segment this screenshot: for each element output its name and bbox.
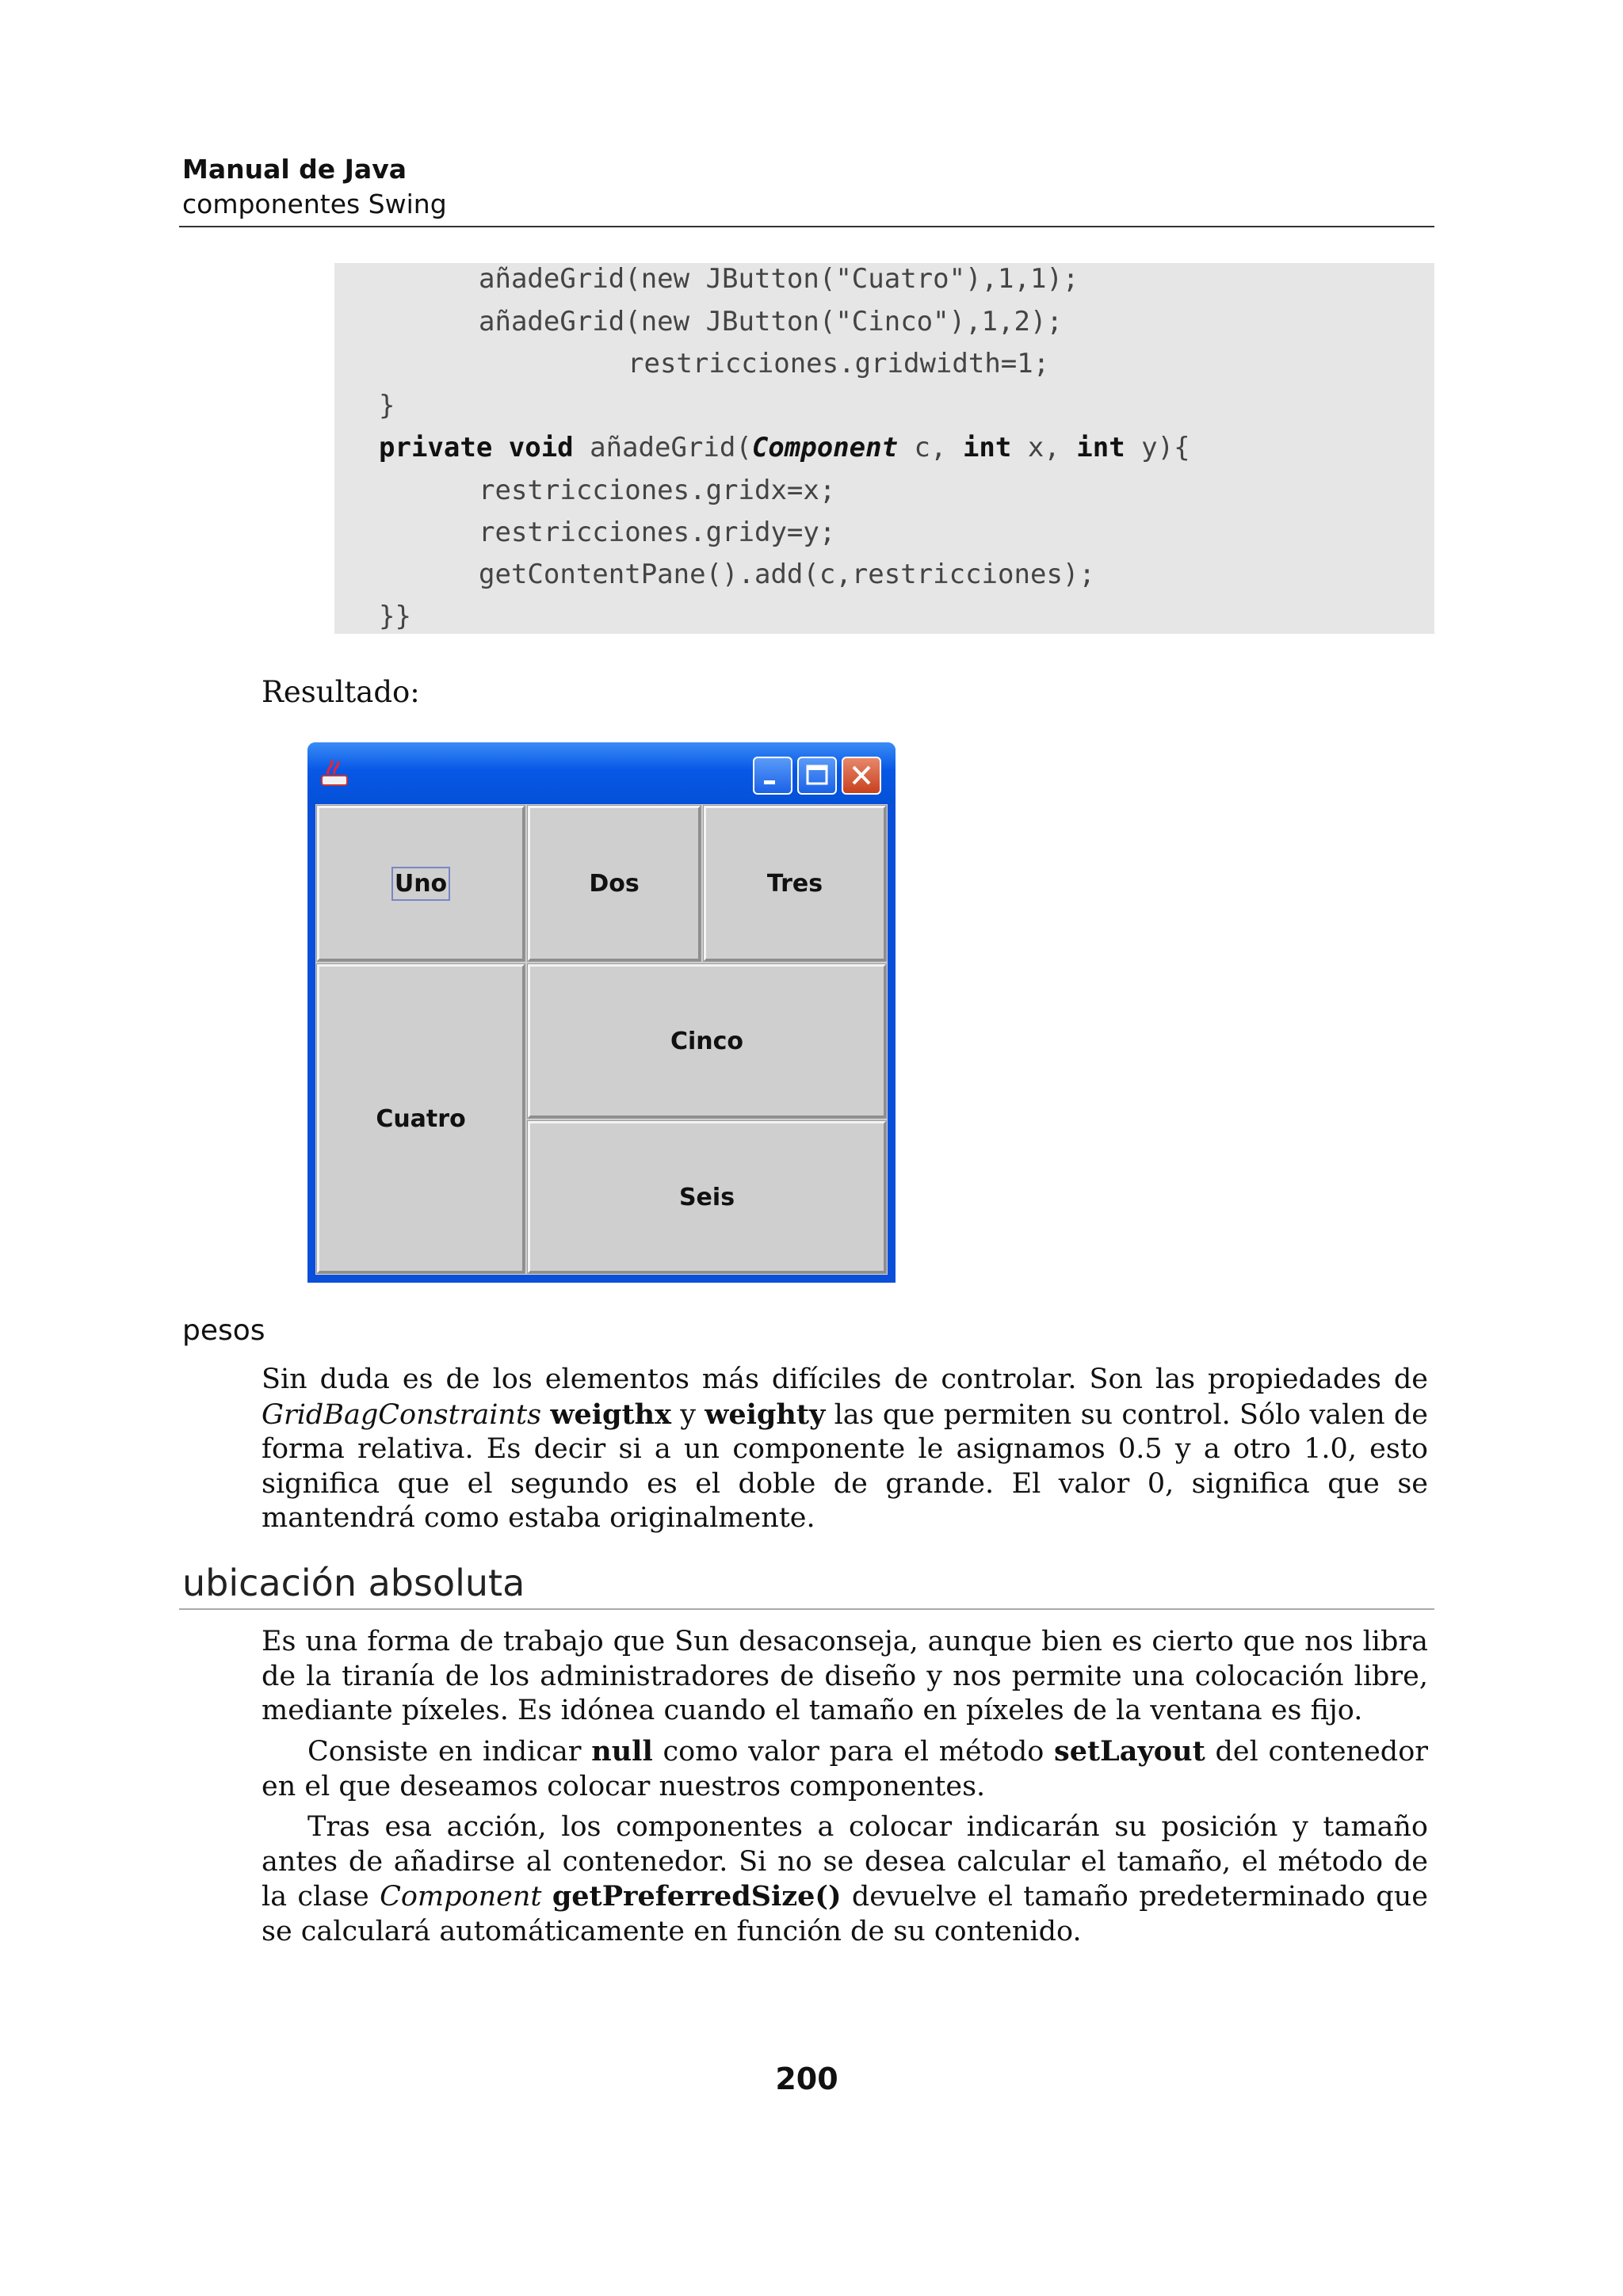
header-rule [179,226,1434,227]
close-button[interactable] [842,757,881,795]
bold-term: null [591,1735,653,1768]
button-cuatro[interactable] [317,964,525,1273]
code-line: } [379,390,395,421]
code-text: c, [898,432,963,463]
button-dos[interactable] [528,806,701,961]
code-line: añadeGrid(new JButton("Cinco"),1,2); [479,306,1063,338]
button-label: Uno [391,867,450,901]
button-label: Dos [589,869,640,898]
text: Sin duda es de los elementos más difíciles de controlar. Son las propiedades de [262,1363,1428,1395]
paragraph [262,1734,1428,1804]
code-line: getContentPane().add(c,restricciones); [479,559,1095,590]
swing-window [307,742,896,1283]
text: y [670,1398,705,1431]
text: las que permiten su control. Sólo valen de forma relativa. Es decir si a un componente le asignamos 0.5 y a otro 1.0, esto significa que el segundo es el doble de grande. El valor 0, significa que se mantendrá como estaba originalmente. [262,1398,1428,1534]
button-label: Seis [678,1183,735,1211]
code-line: }} [379,601,411,632]
code-keyword: int [1076,432,1125,463]
text: devuelve el tamaño predeterminado que se calculará automáticamente en función de su contenido. [262,1881,1428,1947]
header-subtitle: componentes Swing [182,189,447,219]
paragraph: Es una forma de trabajo que Sun desaconseja, aunque bien es cierto que nos libra de la tiranía de los administradores de diseño y nos permite una colocación libre, mediante píxeles. Es idónea cuando el tamaño en píxeles de la ventana es fijo. [262,1626,1428,1726]
code-line: restricciones.gridy=y; [479,517,836,548]
button-label: Tres [766,869,823,898]
code-text: y){ [1125,432,1190,463]
minimize-button[interactable] [753,757,792,795]
button-uno[interactable] [317,806,525,961]
code-line [379,432,1190,463]
italic-term: Component [380,1881,542,1913]
bold-term: weigthx [550,1398,671,1431]
text: del contenedor en el que deseamos colocar nuestros componentes. [262,1736,1428,1802]
button-seis[interactable] [528,1121,886,1273]
code-block [334,263,1434,634]
text: Consiste en indicar [307,1736,592,1768]
button-label: Cinco [670,1027,744,1055]
code-keyword: int [962,432,1012,463]
paragraph [262,1810,1428,1949]
section-heading-pesos: pesos [182,1314,265,1347]
button-tres[interactable] [704,806,886,961]
window-title-bar[interactable] [307,742,896,804]
window-content-pane [315,804,888,1275]
running-header [182,152,1434,222]
paragraph [262,1363,1428,1536]
code-line: añadeGrid(new JButton("Cuatro"),1,1); [479,263,1079,295]
italic-term: GridBagConstraints [262,1398,542,1431]
section-heading-ubicacion: ubicación absoluta [182,1562,525,1604]
maximize-icon [799,758,835,793]
code-line: restricciones.gridwidth=1; [628,348,1050,379]
code-line: restricciones.gridx=x; [479,475,836,506]
text: como valor para el método [652,1736,1055,1768]
code-type: Component [751,432,899,463]
section-rule [179,1608,1434,1610]
button-label: Cuatro [376,1104,466,1133]
bold-term: getPreferredSize() [552,1880,842,1913]
code-text: añadeGrid( [573,432,752,463]
code-text: x, [1011,432,1077,463]
text: Tras esa acción, los componentes a colocar indicarán su posición y tamaño antes de añadirse al contenedor. Si no se desea calcular el tamaño, el método de la clase [262,1811,1428,1913]
text [541,1881,552,1913]
code-keyword: private void [379,432,574,463]
java-app-icon [319,757,350,788]
header-title: Manual de Java [182,154,407,185]
maximize-button[interactable] [797,757,837,795]
minimize-icon [754,758,791,793]
page-number: 200 [775,2061,838,2096]
bold-term: weighty [705,1398,826,1431]
button-cinco[interactable] [528,964,886,1118]
text [541,1399,550,1431]
bold-term: setLayout [1054,1735,1205,1768]
close-icon [843,758,880,793]
result-label: Resultado: [262,675,420,709]
